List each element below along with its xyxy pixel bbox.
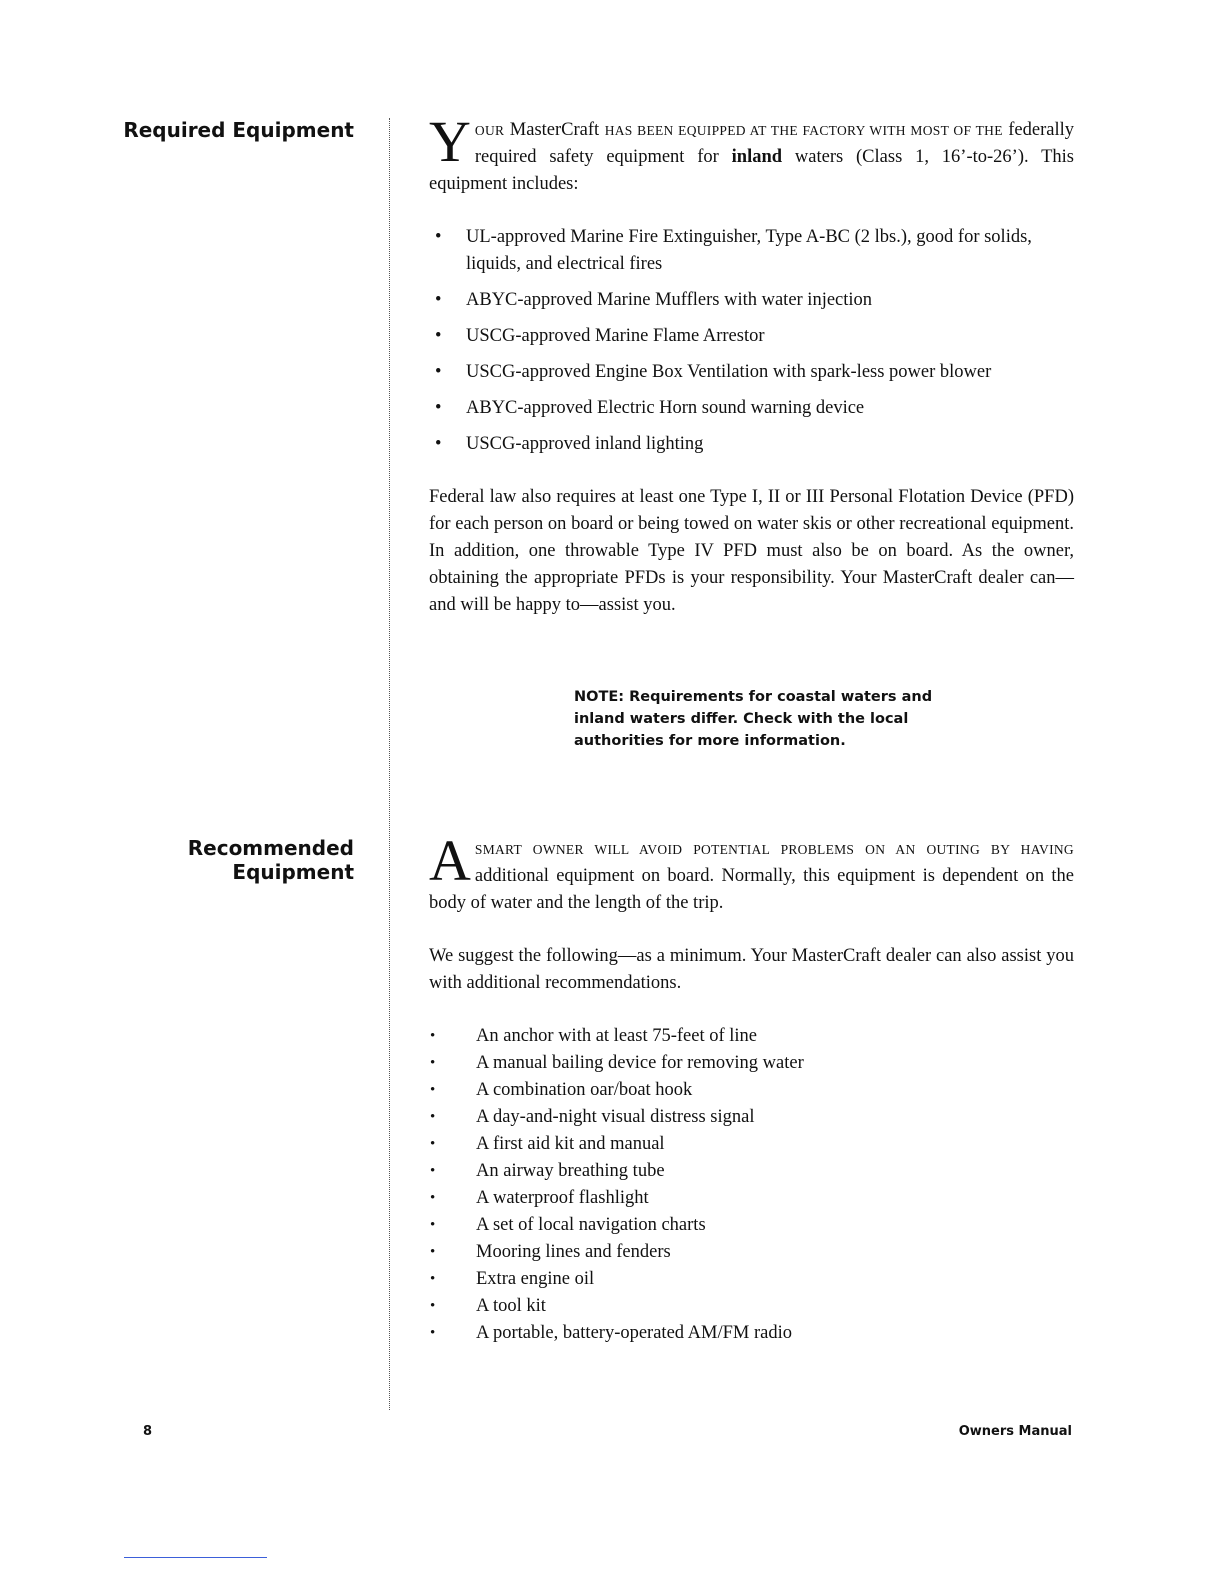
intro-small-caps-2: HAS BEEN EQUIPPED AT THE FACTORY WITH MOST OF THE bbox=[604, 123, 1003, 138]
bullet-icon: • bbox=[435, 227, 442, 247]
column-divider bbox=[389, 118, 390, 1410]
bullet-icon: • bbox=[430, 1055, 436, 1071]
list-item-text: A combination oar/boat hook bbox=[476, 1080, 693, 1100]
bullet-icon: • bbox=[435, 326, 442, 346]
intro-small-caps-1: OUR bbox=[474, 123, 505, 138]
recommended-items-list bbox=[429, 1023, 1074, 1347]
list-item bbox=[429, 1077, 1074, 1104]
required-intro-paragraph bbox=[429, 109, 1074, 198]
suggest-paragraph: We suggest the following—as a minimum. Your MasterCraft dealer can also assist you with additional recommendations. bbox=[429, 946, 1074, 993]
list-item bbox=[429, 287, 1074, 314]
required-equipment-body bbox=[429, 109, 1074, 619]
required-items-list bbox=[429, 224, 1074, 458]
list-item-text: A set of local navigation charts bbox=[476, 1215, 706, 1235]
list-item-text: A waterproof flashlight bbox=[476, 1188, 649, 1208]
drop-cap-y: Y bbox=[429, 109, 471, 174]
list-item bbox=[429, 1023, 1074, 1050]
recommended-intro-paragraph bbox=[429, 828, 1074, 917]
list-item-text: A first aid kit and manual bbox=[476, 1134, 665, 1154]
list-item bbox=[429, 1104, 1074, 1131]
bullet-icon: • bbox=[435, 398, 442, 418]
list-item-text: Extra engine oil bbox=[476, 1269, 595, 1289]
list-item-text: An anchor with at least 75-feet of line bbox=[476, 1026, 757, 1046]
list-item-text: USCG-approved Marine Flame Arrestor bbox=[466, 326, 765, 346]
intro-bold-inland: inland bbox=[731, 147, 783, 167]
bullet-icon: • bbox=[430, 1217, 436, 1233]
list-item-text: A tool kit bbox=[476, 1296, 546, 1316]
bullet-icon: • bbox=[430, 1136, 436, 1152]
intro-text-1: MasterCraft bbox=[504, 120, 605, 140]
list-item-text: UL-approved Marine Fire Extinguisher, Type A-BC (2 lbs.), good for solids, liquids, and electrical fires bbox=[466, 227, 1032, 274]
list-item bbox=[429, 1239, 1074, 1266]
list-item-text: ABYC-approved Electric Horn sound warning device bbox=[466, 398, 865, 418]
recommended-heading-line2: Equipment bbox=[232, 860, 354, 884]
bottom-rule bbox=[124, 1557, 267, 1558]
note-callout: NOTE: Requirements for coastal waters and inland waters differ. Check with the local authorities for more information. bbox=[574, 689, 933, 749]
list-item bbox=[429, 395, 1074, 422]
list-item-text: USCG-approved Engine Box Ventilation with spark-less power blower bbox=[466, 362, 992, 382]
recommended-equipment-heading bbox=[188, 836, 354, 884]
list-item-text: A day-and-night visual distress signal bbox=[476, 1107, 755, 1127]
list-item bbox=[429, 1320, 1074, 1347]
list-item bbox=[429, 1185, 1074, 1212]
list-item-text: A manual bailing device for removing water bbox=[476, 1053, 804, 1073]
bullet-icon: • bbox=[430, 1244, 436, 1260]
list-item bbox=[429, 431, 1074, 458]
federal-law-paragraph: Federal law also requires at least one Type I, II or III Personal Flotation Device (PFD) for each person on board or being towed on water skis or other recreational equipment. In addition, one throwable Type IV PFD must also be on board. As the owner, obtaining the appropriate PFDs is your responsibility. Your MasterCraft dealer can—and will be happy to—assist you. bbox=[429, 487, 1074, 615]
required-equipment-heading: Required Equipment bbox=[123, 118, 354, 142]
bullet-icon: • bbox=[430, 1190, 436, 1206]
list-item bbox=[429, 1293, 1074, 1320]
bullet-icon: • bbox=[435, 290, 442, 310]
list-item bbox=[429, 1266, 1074, 1293]
bullet-icon: • bbox=[430, 1109, 436, 1125]
list-item bbox=[429, 1212, 1074, 1239]
bullet-icon: • bbox=[430, 1028, 436, 1044]
bullet-icon: • bbox=[435, 434, 442, 454]
bullet-icon: • bbox=[430, 1082, 436, 1098]
bullet-icon: • bbox=[435, 362, 442, 382]
bullet-icon: • bbox=[430, 1163, 436, 1179]
recommended-heading-line1: Recommended bbox=[187, 836, 354, 860]
page-number: 8 bbox=[143, 1424, 153, 1439]
intro-text-2: federally required safety equipment for bbox=[474, 120, 1074, 167]
footer-title: Owners Manual bbox=[958, 1424, 1072, 1439]
bullet-icon: • bbox=[430, 1298, 436, 1314]
intro-text-3: waters (Class 1, 16’-to-26’). This equipment includes: bbox=[429, 147, 1074, 194]
list-item-text: USCG-approved inland lighting bbox=[466, 434, 704, 454]
recommended-intro-text: additional equipment on board. Normally, this equipment is dependent on the body of water and the length of the trip. bbox=[429, 866, 1074, 913]
list-item-text: ABYC-approved Marine Mufflers with water injection bbox=[466, 290, 873, 310]
list-item bbox=[429, 1131, 1074, 1158]
list-item bbox=[429, 224, 1074, 278]
bullet-icon: • bbox=[430, 1325, 436, 1341]
recommended-equipment-body bbox=[429, 828, 1074, 1347]
bullet-icon: • bbox=[430, 1271, 436, 1287]
drop-cap-a: A bbox=[429, 828, 471, 893]
list-item bbox=[429, 1158, 1074, 1185]
list-item-text: Mooring lines and fenders bbox=[476, 1242, 671, 1262]
recommended-small-caps: SMART OWNER WILL AVOID POTENTIAL PROBLEMS ON AN OUTING BY HAVING bbox=[474, 842, 1074, 857]
list-item bbox=[429, 323, 1074, 350]
list-item bbox=[429, 359, 1074, 386]
list-item-text: A portable, battery-operated AM/FM radio bbox=[476, 1323, 792, 1343]
list-item-text: An airway breathing tube bbox=[476, 1161, 665, 1181]
list-item bbox=[429, 1050, 1074, 1077]
